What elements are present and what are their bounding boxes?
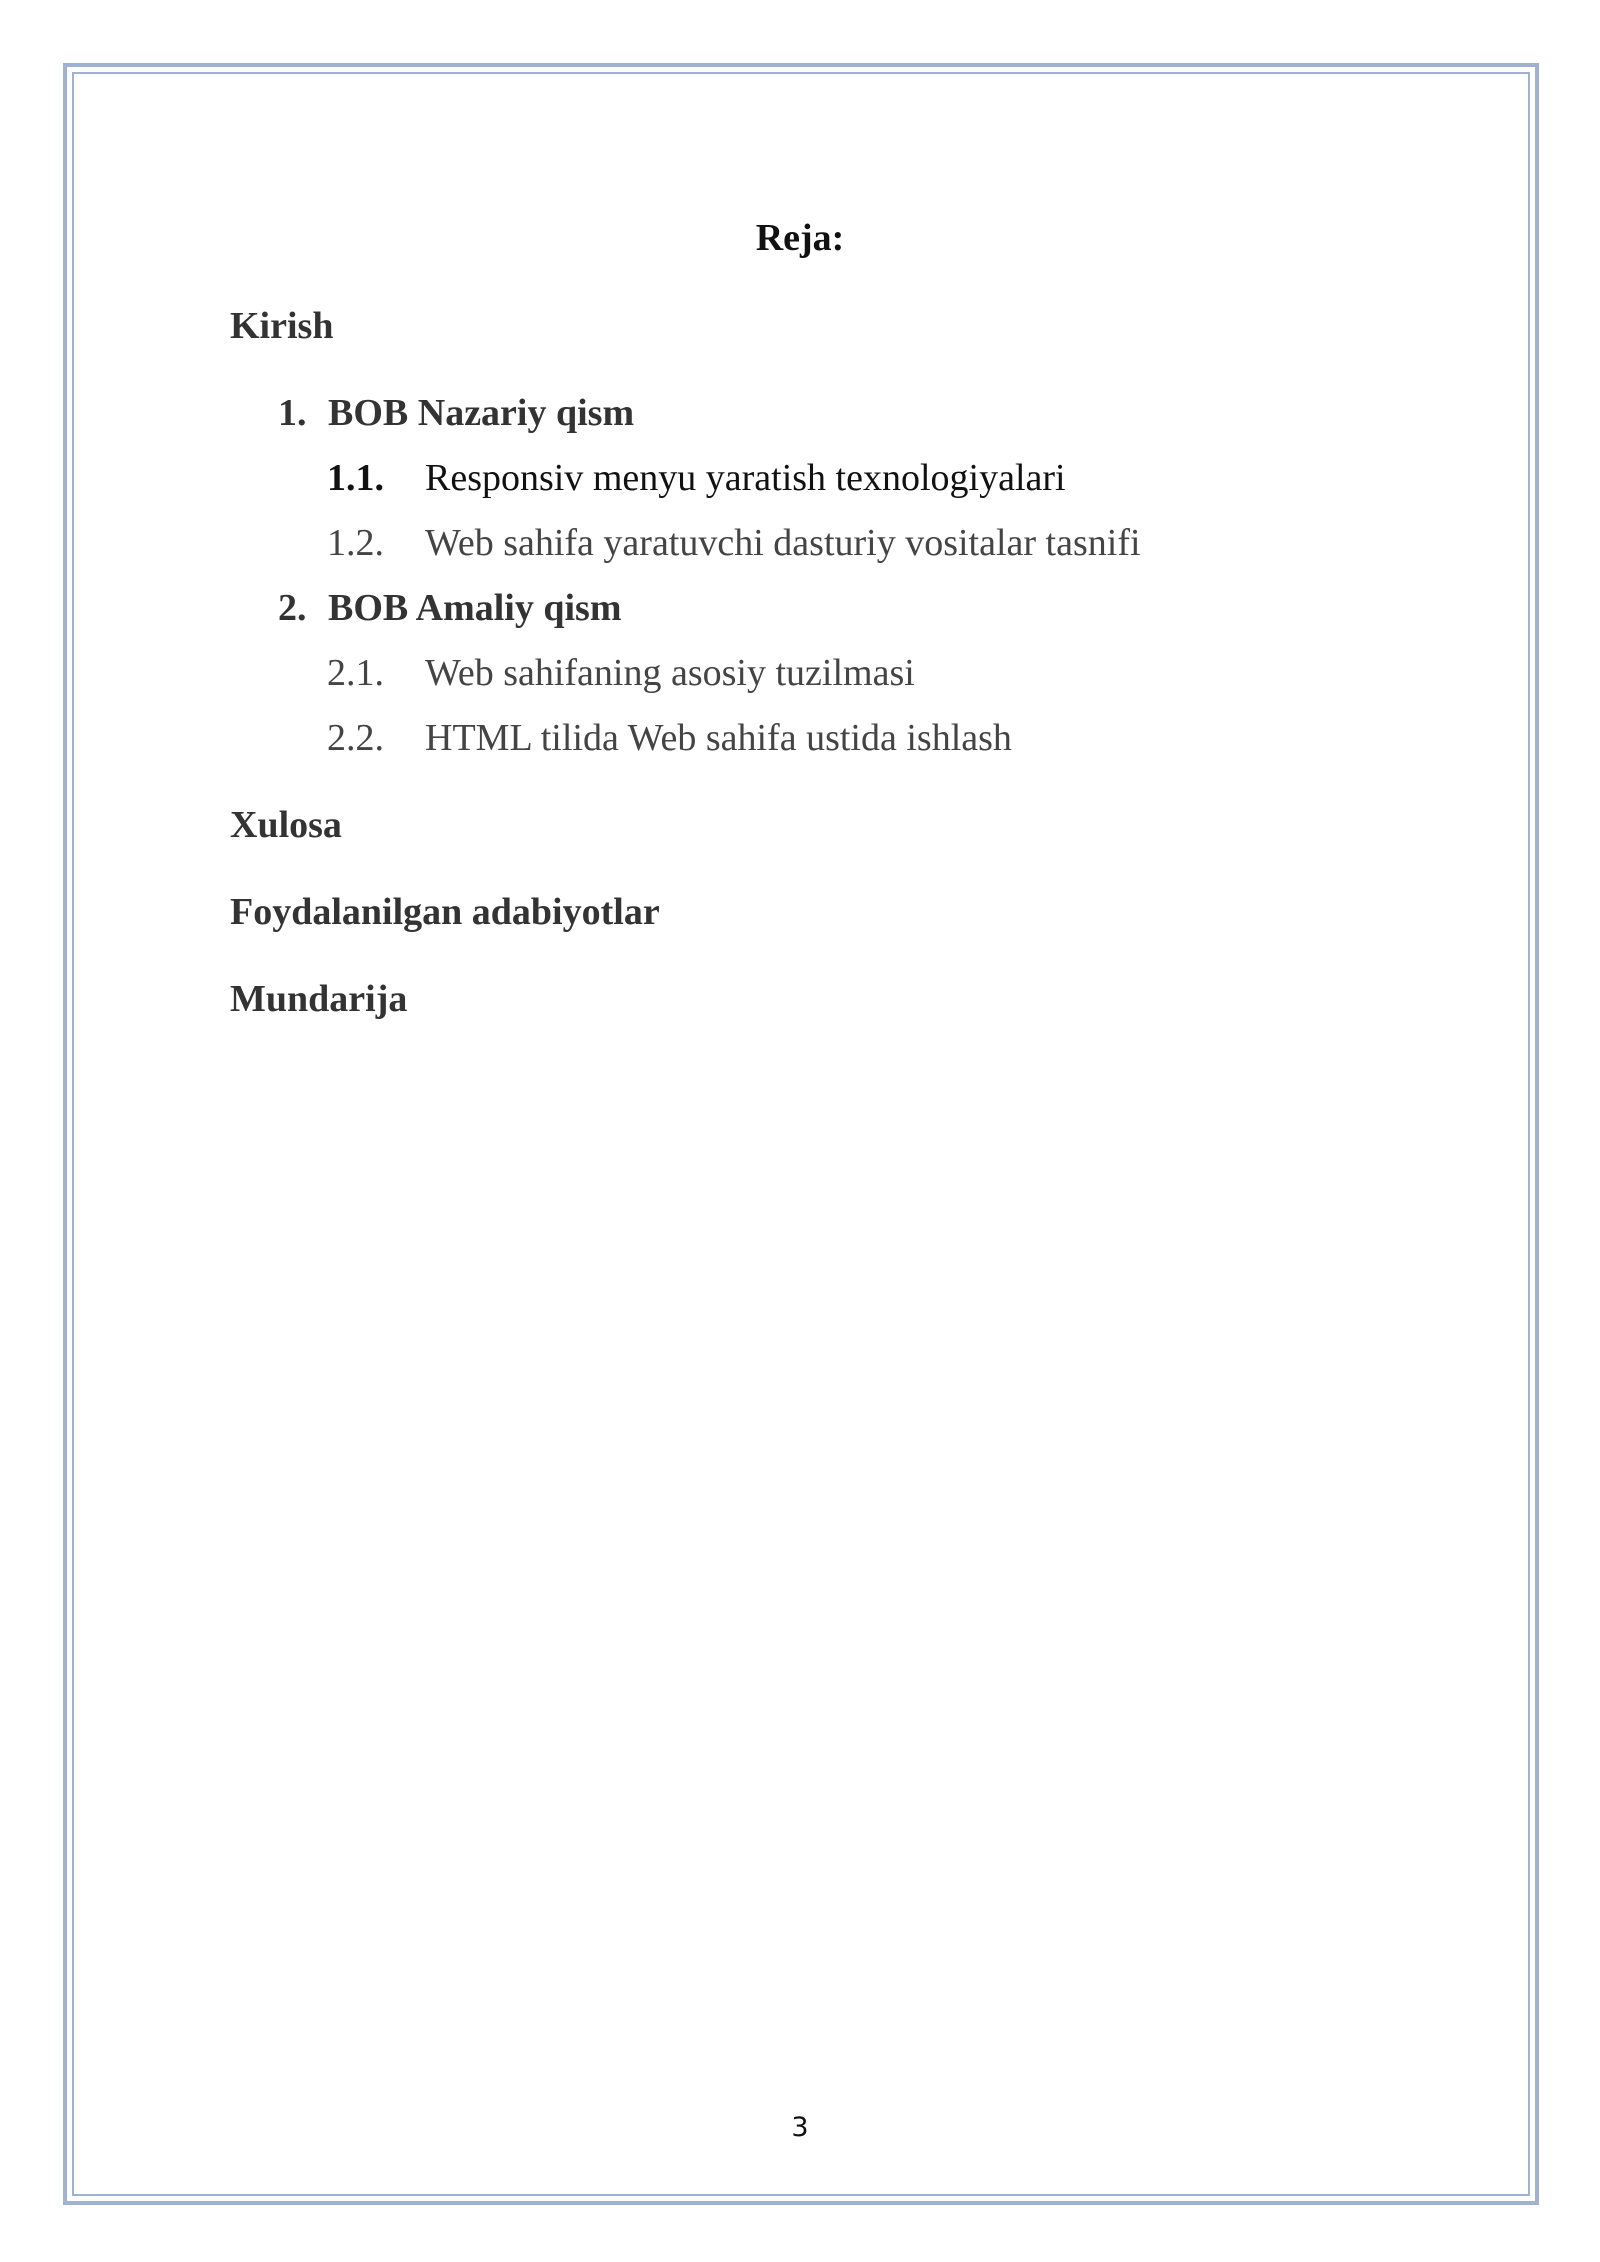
- contents-heading: Mundarija: [230, 978, 408, 1020]
- chapter-2-label: BOB Amaliy qism: [328, 587, 622, 629]
- chapter-2-number: 2.: [278, 587, 307, 629]
- intro-heading: Kirish: [230, 305, 334, 347]
- chapter-1-heading: [278, 391, 634, 435]
- section-2-1-label: Web sahifaning asosiy tuzilmasi: [425, 652, 915, 694]
- section-2-2: [327, 716, 1012, 760]
- chapter-1-label: BOB Nazariy qism: [328, 392, 635, 434]
- page-number: 3: [791, 2112, 809, 2143]
- section-2-1-number: 2.1.: [327, 652, 384, 694]
- section-2-2-number: 2.2.: [327, 717, 384, 759]
- section-2-1: [327, 651, 915, 695]
- plan-title: Reja:: [755, 217, 845, 259]
- section-2-2-label: HTML tilida Web sahifa ustida ishlash: [425, 717, 1012, 759]
- section-1-1-number: 1.1.: [327, 457, 384, 499]
- section-1-2: [327, 521, 1141, 565]
- section-1-1-label: Responsiv menyu yaratish texnologiyalari: [425, 457, 1066, 499]
- chapter-2-heading: [278, 586, 622, 630]
- section-1-1: [327, 456, 1066, 500]
- conclusion-heading: Xulosa: [230, 804, 342, 846]
- section-1-2-label: Web sahifa yaratuvchi dasturiy vositalar tasnifi: [425, 522, 1141, 564]
- chapter-1-number: 1.: [278, 392, 307, 434]
- references-heading: Foydalanilgan adabiyotlar: [230, 891, 660, 933]
- section-1-2-number: 1.2.: [327, 522, 384, 564]
